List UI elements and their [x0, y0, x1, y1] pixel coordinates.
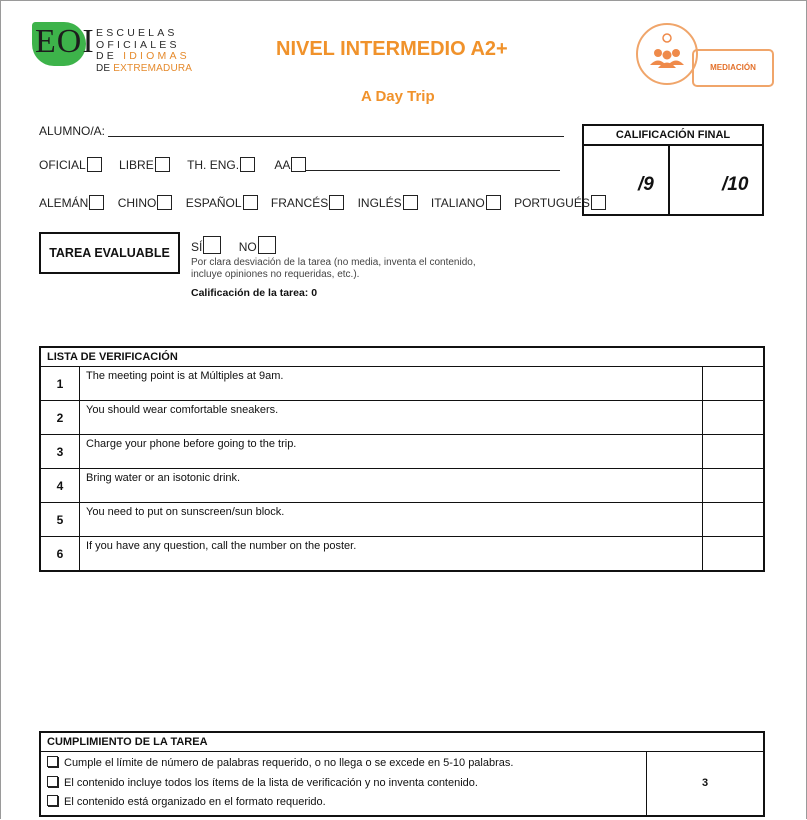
alumno-field[interactable]: [108, 136, 564, 137]
mediation-badge: MEDIACIÓN: [692, 49, 774, 87]
tarea-note: Por clara desviación de la tarea (no media, inventa el contenido, incluye opiniones no requeridas, etc.).: [191, 257, 476, 280]
tarea-options: SÍ NO: [191, 236, 280, 254]
check-cell[interactable]: [703, 367, 765, 401]
table-row: 6 If you have any question, call the number on the poster.: [40, 537, 764, 572]
check-cell[interactable]: [703, 435, 765, 469]
cumplimiento-score: 3: [647, 752, 765, 816]
checkbox-icon[interactable]: [47, 756, 58, 767]
logo-letters: EOI: [35, 23, 95, 60]
tarea-evaluable-label: TAREA EVALUABLE: [39, 232, 180, 274]
logo-text: ESCUELAS OFICIALES DE IDIOMAS DE EXTREMADURA: [96, 27, 193, 74]
final-grade-box: [582, 124, 764, 216]
grade-out-of-10: /10: [722, 174, 749, 195]
checkbox-ingles[interactable]: [403, 195, 418, 210]
checkbox-espanol[interactable]: [243, 195, 258, 210]
page-title: NIVEL INTERMEDIO A2+: [276, 38, 508, 60]
checkbox-chino[interactable]: [157, 195, 172, 210]
checkbox-th-eng[interactable]: [240, 157, 255, 172]
final-grade-label: CALIFICACIÓN FINAL: [584, 126, 762, 146]
page-subtitle: A Day Trip: [361, 88, 435, 105]
checklist-title: LISTA DE VERIFICACIÓN: [40, 347, 764, 367]
check-cell[interactable]: [703, 503, 765, 537]
checklist-table: [39, 346, 765, 572]
checkbox-italiano[interactable]: [486, 195, 501, 210]
table-row: 1 The meeting point is at Múltiples at 9am.: [40, 367, 764, 401]
checkbox-icon[interactable]: [47, 776, 58, 787]
table-row: 3 Charge your phone before going to the trip.: [40, 435, 764, 469]
student-type-row: OFICIAL LIBRE TH. ENG. AA: [39, 157, 310, 172]
language-row: ALEMÁN CHINO ESPAÑOL FRANCÉS INGLÉS ITALIANO PORTUGUÉS: [39, 195, 610, 210]
grade-divider: [668, 146, 670, 214]
list-item: El contenido incluye todos los ítems de la lista de verificación y no inventa contenido.: [47, 774, 640, 794]
check-cell[interactable]: [703, 469, 765, 503]
cumplimiento-items: [40, 752, 647, 816]
tarea-score: Calificación de la tarea: 0: [191, 287, 318, 299]
table-row: 2 You should wear comfortable sneakers.: [40, 401, 764, 435]
table-row: [40, 752, 764, 816]
table-row: 5 You need to put on sunscreen/sun block.: [40, 503, 764, 537]
cumplimiento-title: CUMPLIMIENTO DE LA TAREA: [40, 732, 764, 752]
checkbox-aleman[interactable]: [89, 195, 104, 210]
check-cell[interactable]: [703, 537, 765, 572]
checkbox-frances[interactable]: [329, 195, 344, 210]
list-item: El contenido está organizado en el formato requerido.: [47, 793, 640, 813]
table-row: 4 Bring water or an isotonic drink.: [40, 469, 764, 503]
checkbox-oficial[interactable]: [87, 157, 102, 172]
alumno-label: ALUMNO/A:: [39, 124, 106, 138]
check-cell[interactable]: [703, 401, 765, 435]
checkbox-no[interactable]: [258, 236, 276, 254]
aa-field[interactable]: [305, 170, 560, 171]
checkbox-icon[interactable]: [47, 795, 58, 806]
mediation-badge-icon: [636, 23, 698, 85]
cumplimiento-table: [39, 731, 765, 817]
list-item: Cumple el límite de número de palabras requerido, o no llega o se excede en 5-10 palabras.: [47, 754, 640, 774]
checkbox-libre[interactable]: [155, 157, 170, 172]
grade-out-of-9: /9: [638, 174, 654, 195]
checkbox-si[interactable]: [203, 236, 221, 254]
